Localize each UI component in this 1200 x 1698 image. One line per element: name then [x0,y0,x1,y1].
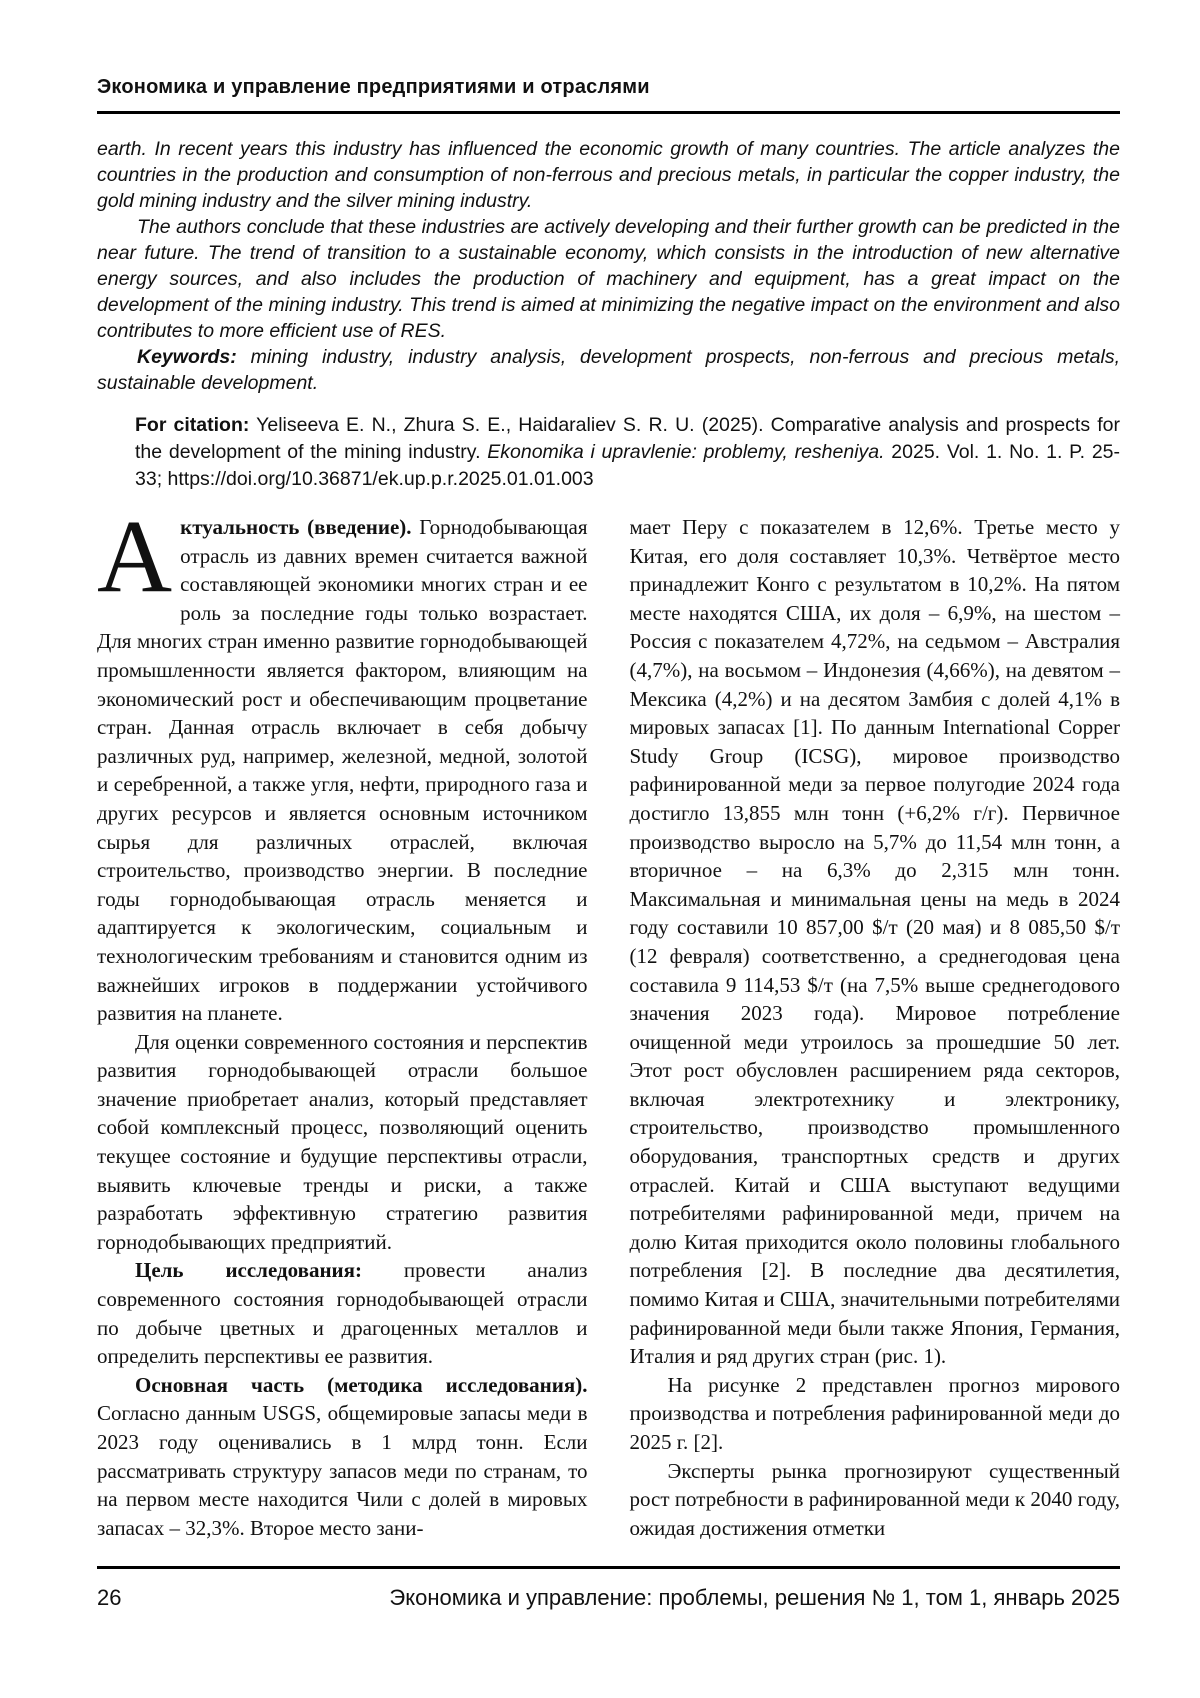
page-footer [97,1566,1120,1611]
body-paragraph: Актуальность (введение). Горнодобывающая отрасль из давних времен считается важной составляющей экономики многих стран и ее роль за последние годы только возрастает. Для многих стран именно развитие горнодобывающей промышленности является фактором, влияющим на экономический рост и обеспечивающим процветание стран. Данная отрасль включает в себя добычу различных руд, например, железной, медной, золотой и серебренной, а также угля, нефти, природного газа и других ресурсов и является основным источником сырья для различных отраслей, включая строительство, производство энергии. В последние годы горнодобывающая отрасль меняется и адаптируется к экологическим, социальным и технологическим требованиям и становится одним из важнейших игроков в поддержании устойчивого развития на планете. [97,499,588,1026]
left-column [97,499,588,1542]
section-running-head: Экономика и управление предприятиями и отраслями [97,76,650,98]
keywords-text: mining industry, industry analysis, development prospects, non-ferrous and precious metals, sustainable development. [97,346,1120,394]
citation-authors-title: Yeliseeva E. N., Zhura S. E., Haidaraliev S. R. U. (2025). Comparative analysis and prospects for the development of the mining industry. [135,414,1120,463]
journal-footer-line: Экономика и управление: проблемы, решения № 1, том 1, январь 2025 [389,1585,1120,1610]
paragraph-lead-bold: ктуальность (введение). [180,515,412,539]
body-paragraph: Эксперты рынка прогнозируют существенный рост потребности в рафинированной меди к 2040 году, ожидая достижения отметки [629,1458,1120,1540]
citation-journal-name: Ekonomika i upravlenie: problemy, resheniya. [487,441,885,463]
abstract-paragraph: earth. In recent years this industry has influenced the economic growth of many countries. The article analyzes the countries in the production and consumption of non-ferrous and precious metals, in particular the copper industry, the gold mining industry and the silver mining industry. [97,138,1120,212]
paragraph-lead-bold: Основная часть (методика исследования). [135,1372,588,1397]
abstract-paragraph: The authors conclude that these industries are actively developing and their further growth can be predicted in the near future. The trend of transition to a sustainable economy, which consists in the introduction of new alternative energy sources, and also includes the production of machinery and equipment, has a great impact on the development of the mining industry. This trend is aimed at minimizing the negative impact on the environment and also contributes to more efficient use of RES. [97,216,1120,342]
paragraph-lead-bold: Цель исследования: [135,1258,362,1283]
keywords-line [97,344,1120,396]
body-paragraph: Основная часть (методика исследования). Согласно данным USGS, общемировые запасы меди в 2023 году оценивались в 1 млрд тонн. Если рассматривать структуру запасов меди по странам, то на первом месте находится Чили с долей в мировых запасах – 32,3%. Второе место зани- [97,1372,588,1540]
citation-label: For citation: [135,414,250,436]
page-number: 26 [97,1585,122,1610]
keywords-label: Keywords: [137,346,237,368]
body-paragraph: На рисунке 2 представлен прогноз мирового производства и потребления рафинированной меди до 2025 г. [2]. [629,1372,1120,1454]
citation-volume-doi: 2025. Vol. 1. No. 1. P. 25-33; https://doi.org/10.36871/ek.up.p.r.2025.01.01.003 [135,441,1120,490]
english-abstract [97,136,1120,396]
body-paragraph: Для оценки современного состояния и перспектив развития горнодобывающей отрасли большое значение приобретает анализ, который представляет собой комплексный процесс, позволяющий оценить текущее состояние и будущие перспективы отрасли, выявить ключевые тренды и риски, а также разработать эффективную стратегию развития горнодобывающих предприятий. [97,1029,588,1254]
header-rule [97,111,1120,114]
body-paragraph: Цель исследования: провести анализ современного состояния горнодобывающей отрасли по добыче цветных и драгоценных металлов и определить перспективы ее развития. [97,1258,588,1369]
drop-cap: А [97,499,173,614]
citation-block [135,412,1120,493]
article-body [97,499,1120,1542]
footer-rule [97,1566,1120,1569]
body-paragraph: мает Перу с показателем в 12,6%. Третье место у Китая, его доля составляет 10,3%. Четвёртое место принадлежит Конго с результатом в 10,2%. На пятом месте находятся США, их доля – 6,9%, на шестом – Россия с показателем 4,72%, на седьмом – Австралия (4,7%), на восьмом – Индонезия (4,66%), на девятом – Мексика (4,2%) и на десятом Замбия с долей 4,1% в мировых запасах [1]. По данным International Copper Study Group (ICSG), мировое производство рафинированной меди за первое полугодие 2024 года достигло 13,855 млн тонн (+6,2% г/г). Первичное производство выросло на 5,7% до 11,54 млн тонн, а вторичное – на 6,3% до 2,315 млн тонн. Максимальная и минимальная цены на медь в 2024 году составили 10 857,00 $/т (20 мая) и 8 085,50 $/т (12 февраля) соответственно, а среднегодовая цена составила 9 114,53 $/т (на 7,5% выше среднегодового значения 2023 года). Мировое потребление очищенной меди утроилось за прошедшие 50 лет. Этот рост обусловлен расширением ряда секторов, включая электротехнику и электронику, строительство, производство промышленного оборудования, транспортных средств и других отраслей. Китай и США выступают ведущими потребителями рафинированной меди, причем на долю Китая приходится около половины глобального потребления [2]. В последние два десятилетия, помимо Китая и США, значительными потребителями рафинированной меди были также Япония, Германия, Италия и ряд других стран (рис. 1). [629,515,1120,1369]
right-column [630,513,1121,1542]
